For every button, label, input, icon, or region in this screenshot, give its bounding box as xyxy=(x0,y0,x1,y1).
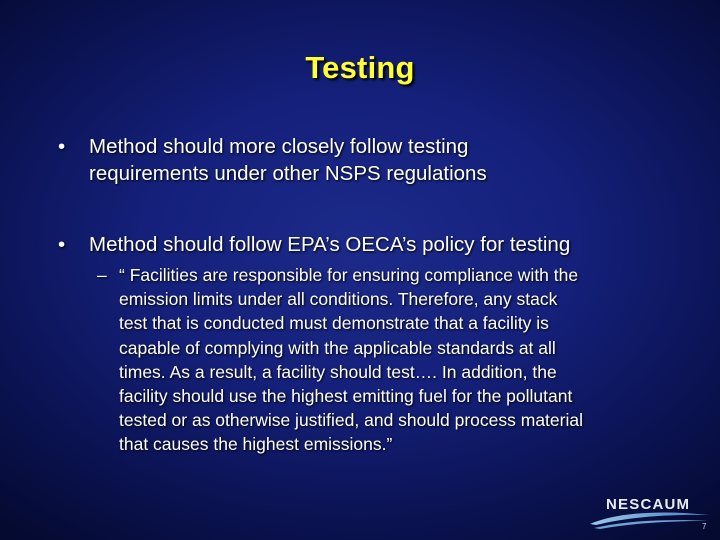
nescaum-logo xyxy=(588,488,714,532)
bullet-text xyxy=(89,133,679,187)
bullet-line: Method should follow EPA’s OECA’s policy for testing xyxy=(89,233,571,256)
bullet-text xyxy=(89,231,679,258)
sub-bullet-text xyxy=(119,263,659,457)
bullet-line: Method should more closely follow testing xyxy=(89,135,469,158)
logo-swoosh-upper xyxy=(590,512,710,525)
quote-line: times. As a result, a facility should test…. In addition, the xyxy=(119,361,557,382)
bullet-marker: • xyxy=(58,233,66,256)
slide-title: Testing xyxy=(305,50,415,85)
bullet-line: requirements under other NSPS regulations xyxy=(89,162,487,185)
bullet-marker: • xyxy=(58,135,66,158)
quote-line: test that is conducted must demonstrate that a facility is xyxy=(119,313,549,334)
sub-bullet-marker: – xyxy=(97,265,107,285)
quote-line: tested or as otherwise justified, and should process material xyxy=(119,410,583,431)
quote-line: emission limits under all conditions. Therefore, any stack xyxy=(119,289,558,310)
quote-line: facility should use the highest emitting fuel for the pollutant xyxy=(119,386,573,407)
quote-line: capable of complying with the applicable standards at all xyxy=(119,337,556,358)
quote-line: “ Facilities are responsible for ensuring compliance with the xyxy=(119,265,579,285)
page-number: 7 xyxy=(702,522,707,531)
quote-line: that causes the highest emissions.” xyxy=(119,434,393,455)
logo-wordmark: NESCAUM xyxy=(606,496,691,513)
